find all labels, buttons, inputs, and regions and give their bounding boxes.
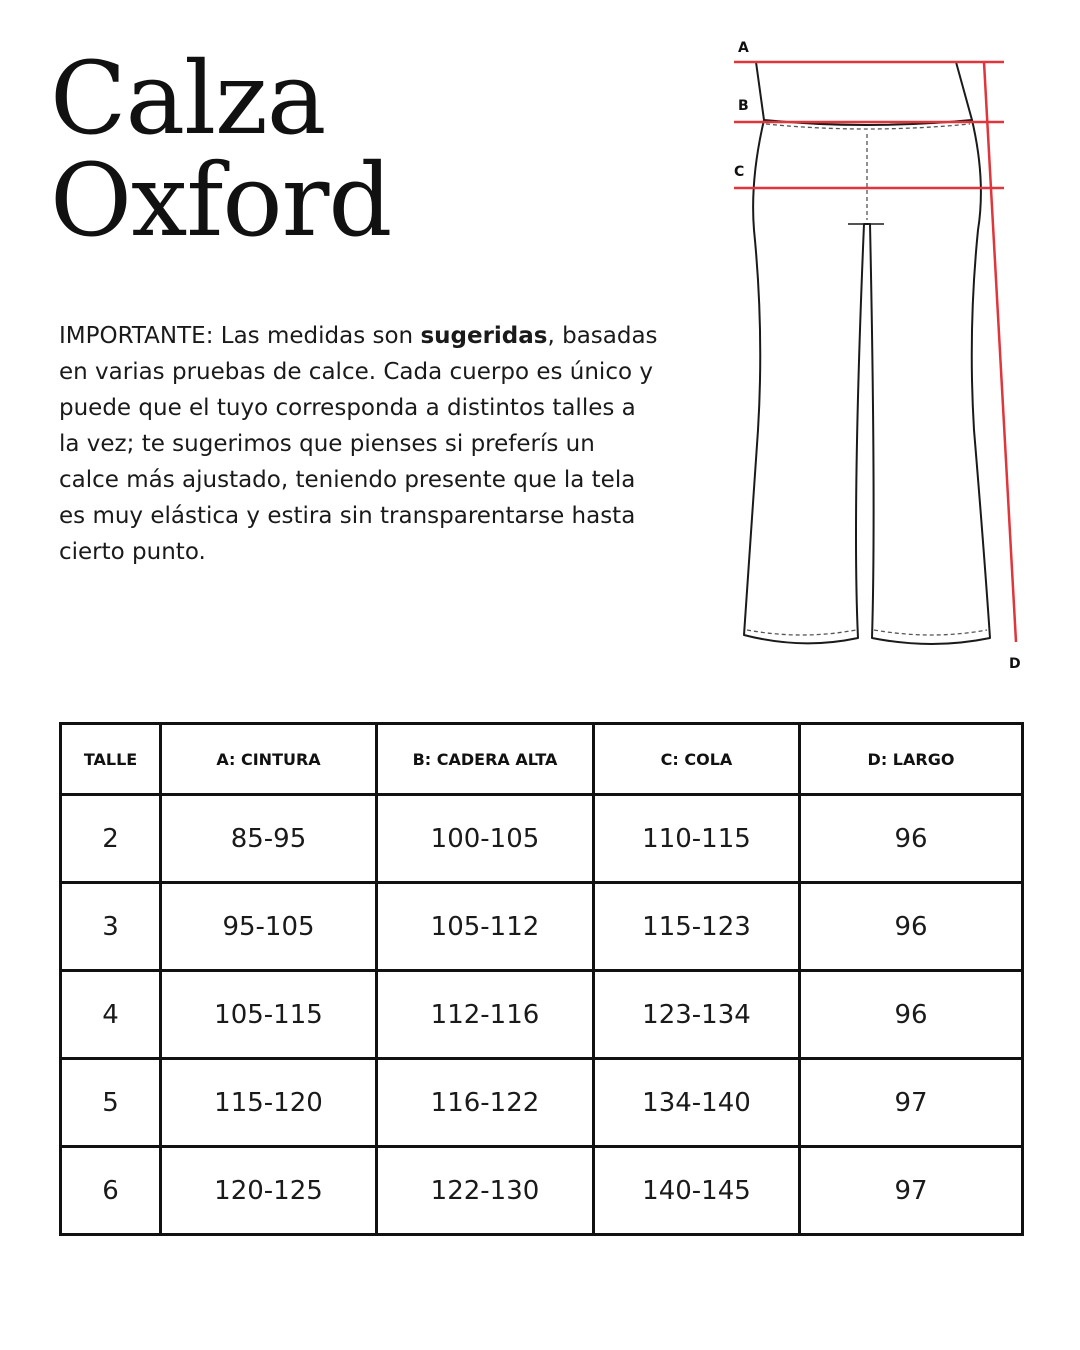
cell-cola: 140-145 [594, 1147, 800, 1235]
diagram-label-a: A [738, 40, 749, 56]
cell-largo: 97 [800, 1147, 1023, 1235]
cell-cintura: 85-95 [161, 795, 377, 883]
size-chart-table [59, 722, 1024, 1236]
cell-largo: 96 [800, 971, 1023, 1059]
cell-largo: 96 [800, 795, 1023, 883]
diagram-label-c: C [734, 164, 745, 180]
product-title [50, 40, 392, 259]
table-row [61, 883, 1023, 971]
table-row [61, 795, 1023, 883]
table-row [61, 1059, 1023, 1147]
cell-cintura: 115-120 [161, 1059, 377, 1147]
cell-cintura: 120-125 [161, 1147, 377, 1235]
table-row [61, 971, 1023, 1059]
header-cola: C: COLA [594, 724, 800, 795]
cell-talle: 2 [61, 795, 161, 883]
cell-cadera-alta: 112-116 [377, 971, 594, 1059]
cell-talle: 5 [61, 1059, 161, 1147]
pants-seams [747, 124, 987, 635]
header-cintura: A: CINTURA [161, 724, 377, 795]
table-row [61, 1147, 1023, 1235]
note-prefix: IMPORTANTE: Las medidas son [59, 323, 421, 349]
note-emphasis: sugeridas [420, 323, 548, 349]
waistband-shape [756, 62, 972, 125]
cell-cadera-alta: 122-130 [377, 1147, 594, 1235]
cell-cola: 115-123 [594, 883, 800, 971]
title-line-2: Oxford [50, 142, 392, 259]
cell-cola: 110-115 [594, 795, 800, 883]
cell-talle: 6 [61, 1147, 161, 1235]
note-suffix: , basadas en varias pruebas de calce. Cada cuerpo es único y puede que el tuyo corresponda a distintos talles a la vez; te sugerimos que pienses si preferís un calce más ajustado, teniendo presente que la tela es muy elástica y estira sin transparentarse hasta cierto punto. [59, 323, 658, 565]
cell-cola: 123-134 [594, 971, 800, 1059]
title-line-1: Calza [50, 40, 326, 157]
cell-cola: 134-140 [594, 1059, 800, 1147]
cell-cadera-alta: 100-105 [377, 795, 594, 883]
cell-talle: 3 [61, 883, 161, 971]
header-cadera-alta: B: CADERA ALTA [377, 724, 594, 795]
cell-cadera-alta: 105-112 [377, 883, 594, 971]
table-header-row [61, 724, 1023, 795]
diagram-label-d: D [1009, 656, 1021, 672]
cell-largo: 96 [800, 883, 1023, 971]
pants-measurement-diagram [722, 30, 1042, 680]
header-largo: D: LARGO [800, 724, 1023, 795]
measure-line-d [984, 62, 1016, 642]
cell-cadera-alta: 116-122 [377, 1059, 594, 1147]
cell-cintura: 105-115 [161, 971, 377, 1059]
header-talle: TALLE [61, 724, 161, 795]
diagram-label-b: B [738, 98, 749, 114]
cell-largo: 97 [800, 1059, 1023, 1147]
measurement-lines [734, 62, 1016, 642]
cell-talle: 4 [61, 971, 161, 1059]
sizing-note [59, 318, 659, 570]
cell-cintura: 95-105 [161, 883, 377, 971]
